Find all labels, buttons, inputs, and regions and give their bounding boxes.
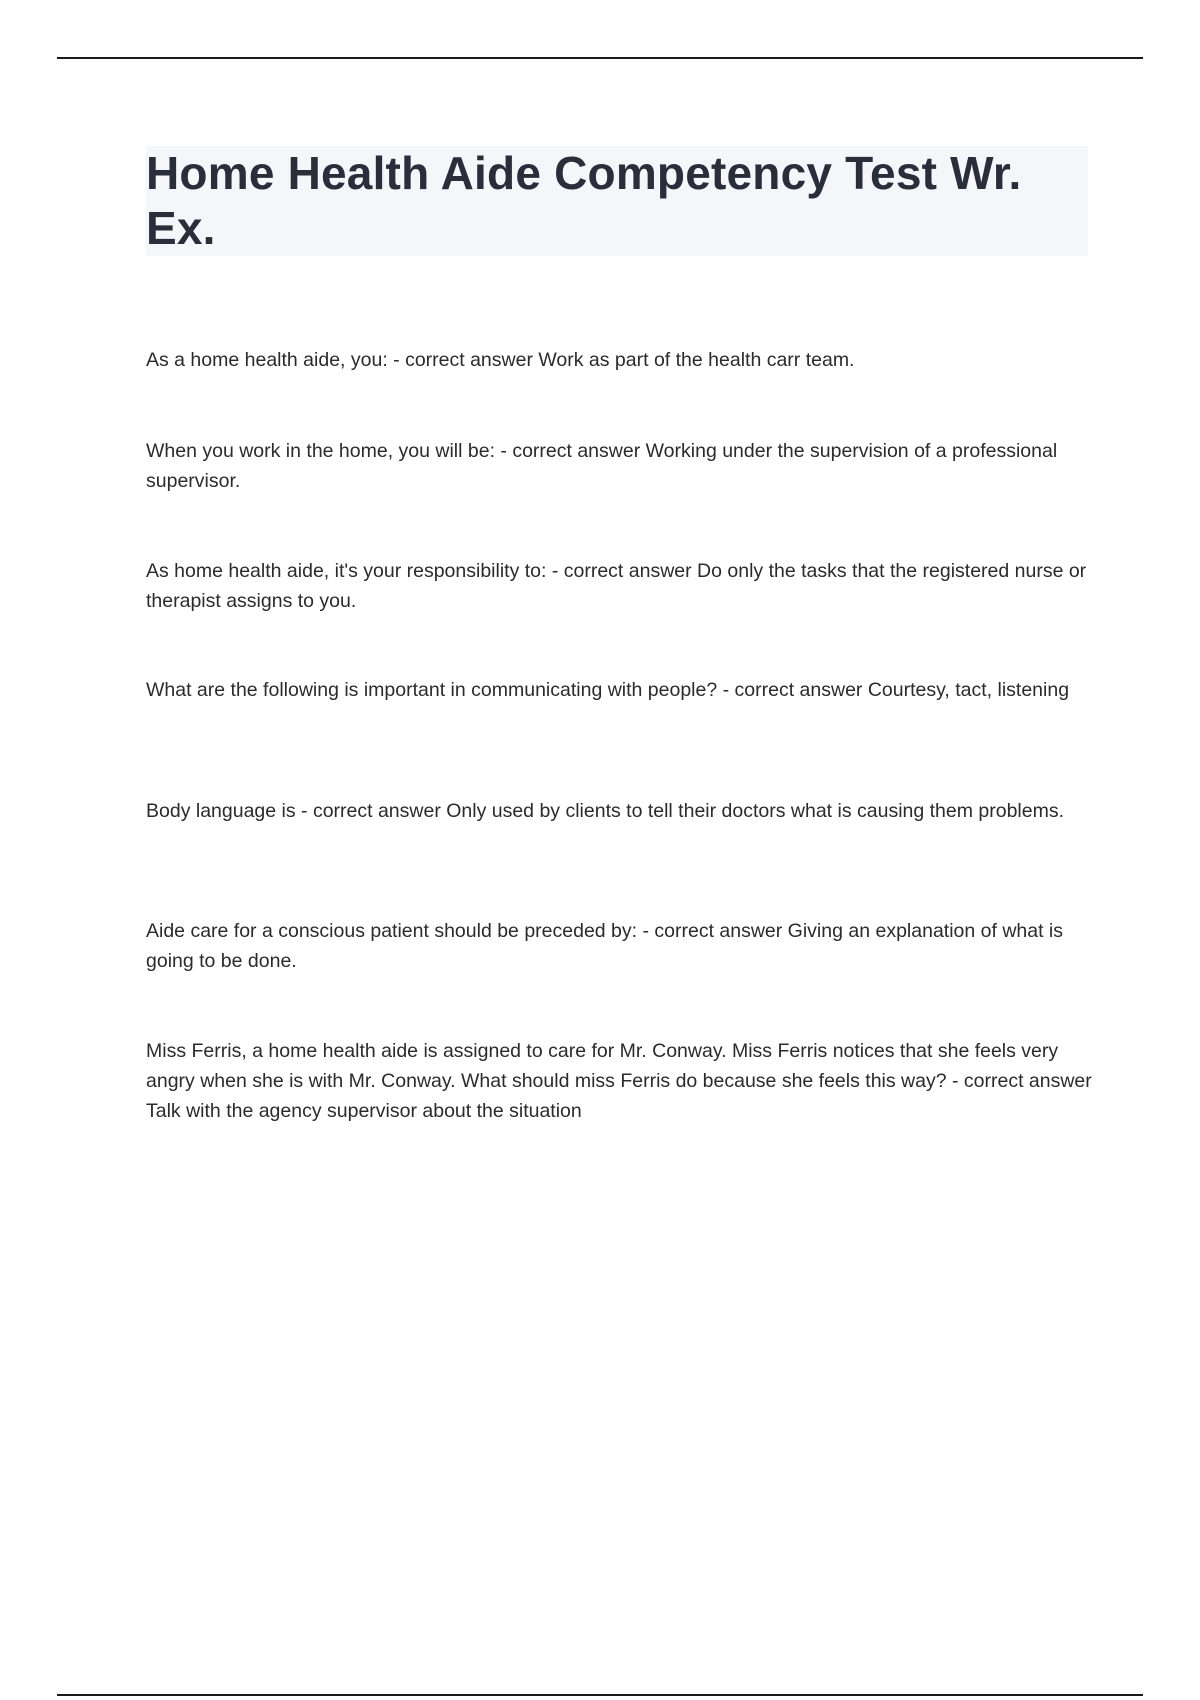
qa-item: Aide care for a conscious patient should be preceded by: - correct answer Giving an explanation of what is going to be done. xyxy=(146,920,1064,972)
qa-item: When you work in the home, you will be: - correct answer Working under the supervision of a professional supervisor. xyxy=(146,440,1058,492)
qa-item: Body language is - correct answer Only used by clients to tell their doctors what is causing them problems. xyxy=(146,800,1065,822)
qa-item: Miss Ferris, a home health aide is assigned to care for Mr. Conway. Miss Ferris notices that she feels very angry when she is with Mr. Conway. What should miss Ferris do because she feels this way? - correct answer Talk with the agency supervisor about the situation xyxy=(146,1040,1092,1122)
bottom-divider xyxy=(57,1694,1143,1696)
title-block xyxy=(146,146,1088,256)
qa-item: As home health aide, it's your responsibility to: - correct answer Do only the tasks that the registered nurse or therapist assigns to you. xyxy=(146,560,1087,612)
top-divider xyxy=(57,57,1143,59)
qa-item: What are the following is important in communicating with people? - correct answer Courtesy, tact, listening xyxy=(146,679,1070,701)
qa-item: As a home health aide, you: - correct answer Work as part of the health carr team. xyxy=(146,349,855,371)
document-title: Home Health Aide Competency Test Wr. Ex. xyxy=(146,147,1022,254)
